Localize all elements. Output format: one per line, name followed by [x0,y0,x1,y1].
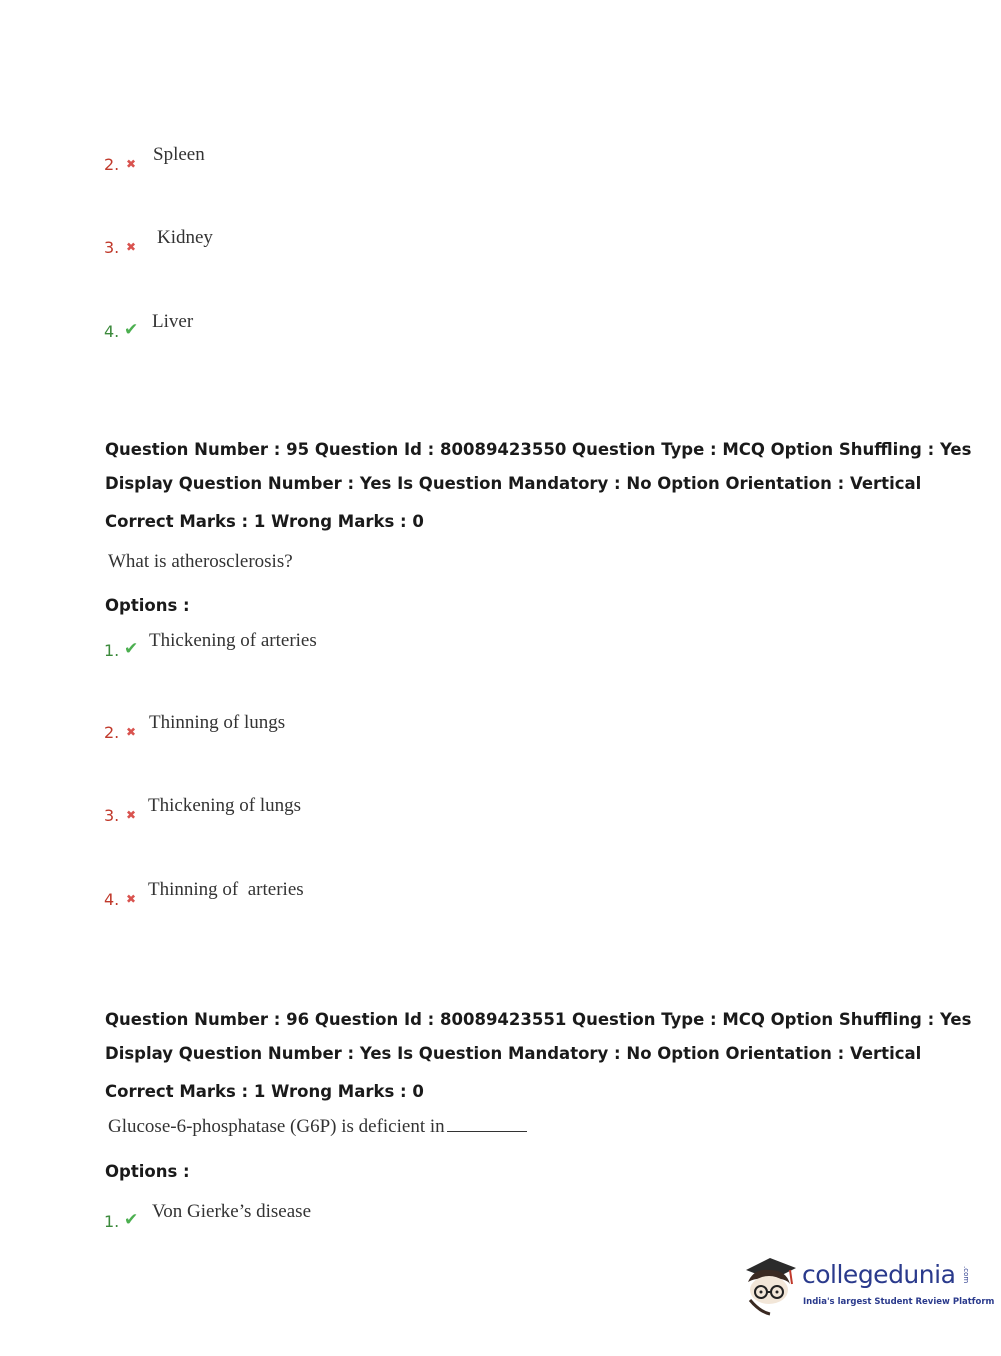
question-meta-line: Question Number : 95 Question Id : 80089423550 Question Type : MCQ Option Shuffling : Yes [105,440,972,459]
cross-icon: ✖ [126,240,137,254]
check-icon: ✔ [124,1210,139,1230]
question-meta-line: Display Question Number : Yes Is Question Mandatory : No Option Orientation : Vertical [105,1044,922,1063]
cross-icon: ✖ [126,157,137,171]
question-text-content: Glucose-6-phosphatase (G6P) is deficient in [108,1116,445,1137]
question-meta-line: Display Question Number : Yes Is Question Mandatory : No Option Orientation : Vertical [105,474,922,493]
answer-blank [447,1131,527,1132]
option-number: 1. [104,641,120,660]
question-text [108,1116,527,1138]
question-meta-line: Question Number : 96 Question Id : 80089423551 Question Type : MCQ Option Shuffling : Yes [105,1010,972,1029]
option-number: 2. [104,723,120,742]
option-text: Thickening of arteries [149,630,317,651]
option-text: Von Gierke’s disease [152,1201,312,1222]
cross-icon: ✖ [126,808,137,822]
logo-brand-text: collegedunia [802,1260,956,1289]
option-number: 1. [104,1212,120,1231]
check-icon: ✔ [124,639,139,659]
question-text: What is atherosclerosis? [108,551,293,572]
question-marks: Correct Marks : 1 Wrong Marks : 0 [105,512,424,531]
option-number: 4. [104,322,120,341]
cross-icon: ✖ [126,892,137,906]
option-text: Thinning of arteries [148,879,304,900]
logo-domain-text: .com [962,1266,970,1284]
option-text: Spleen [153,144,205,165]
options-label: Options : [105,596,190,615]
logo-tagline: India's largest Student Review Platform [803,1297,995,1307]
check-icon: ✔ [124,320,139,340]
mascot-icon [740,1248,800,1318]
cross-icon: ✖ [126,725,137,739]
option-text: Kidney [157,227,213,248]
option-text: Thickening of lungs [148,795,302,816]
question-marks: Correct Marks : 1 Wrong Marks : 0 [105,1082,424,1101]
collegedunia-logo [740,1248,995,1318]
option-number: 4. [104,890,120,909]
option-number: 2. [104,155,120,174]
option-number: 3. [104,806,120,825]
option-text: Liver [152,311,194,332]
option-number: 3. [104,238,120,257]
option-text: Thinning of lungs [149,712,286,733]
options-label: Options : [105,1162,190,1181]
